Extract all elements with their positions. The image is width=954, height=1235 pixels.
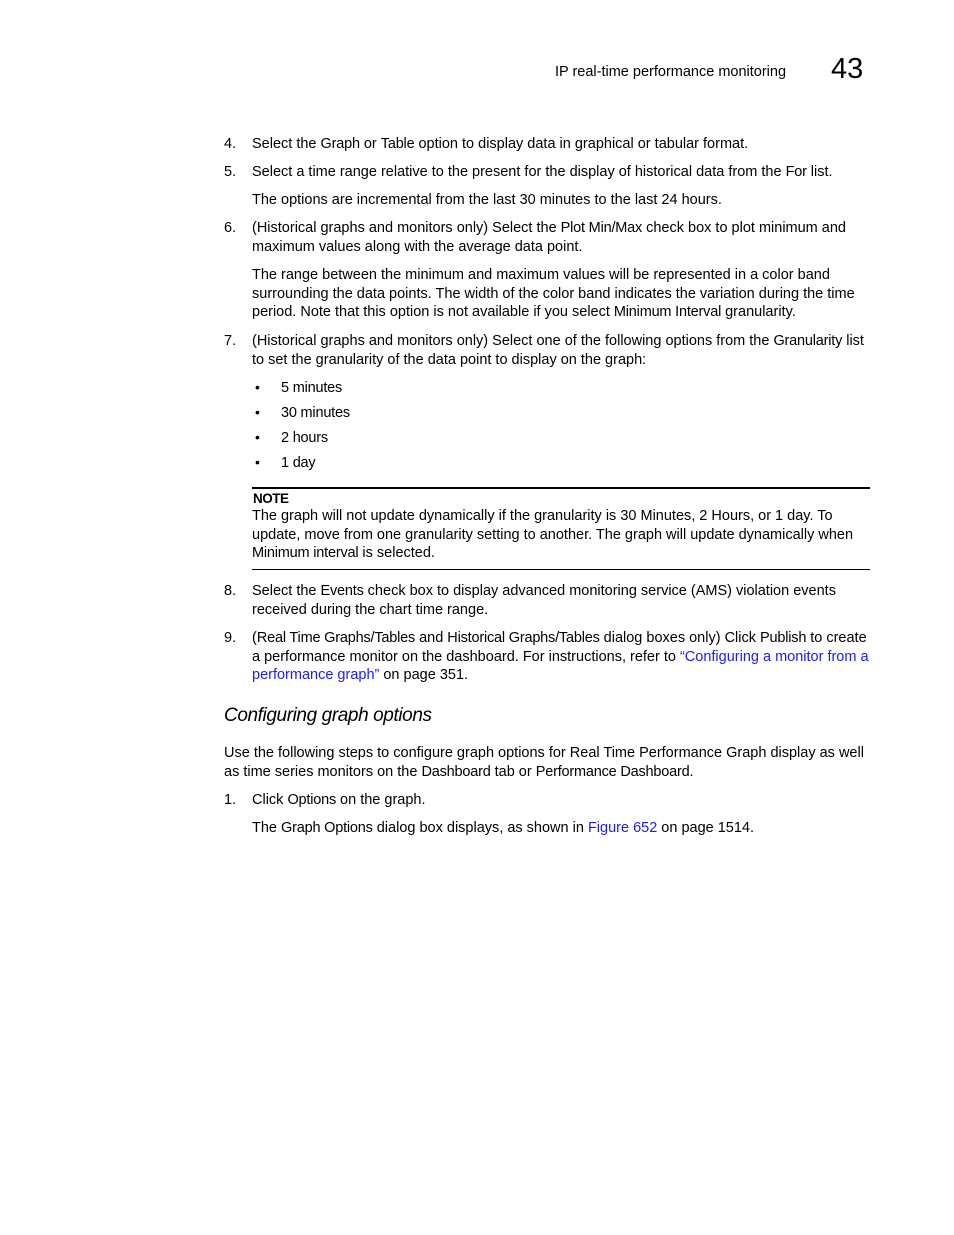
ui-term: For <box>785 164 807 180</box>
running-header: IP real-time performance monitoring <box>555 64 787 80</box>
cross-reference-link[interactable]: “Configuring a monitor from a performance graph” <box>252 648 869 684</box>
step-4 <box>252 135 872 154</box>
text: list to set the granularity of the data point to display on the graph: <box>252 333 864 368</box>
list-item: 2 hours <box>281 430 328 446</box>
step-5 <box>252 163 872 182</box>
text: Use the following steps to configure graph options for Real Time Performance Graph display as well as time series monitors on the <box>224 745 864 780</box>
text: dialog box displays, as shown in <box>372 820 588 836</box>
note-label: NOTE <box>253 491 289 506</box>
bullet: • <box>255 454 260 470</box>
text: on page 1514. <box>657 820 755 836</box>
step-6 <box>252 219 872 256</box>
section-heading: Configuring graph options <box>224 705 432 726</box>
step-7 <box>252 332 872 369</box>
text: Click <box>252 792 288 808</box>
text: on page 351. <box>379 667 469 684</box>
text: check box to plot minimum and maximum values along with the average data point. <box>252 220 846 255</box>
ui-term: Minimum Interval <box>613 304 722 321</box>
text: on the graph. <box>336 792 426 808</box>
text: Select the <box>252 136 321 152</box>
text: is selected. <box>358 545 435 562</box>
text: Select the <box>252 583 321 599</box>
bullet: • <box>255 379 260 395</box>
ui-term: Events <box>320 583 364 599</box>
note-text <box>252 507 872 563</box>
ui-term: Granularity <box>773 333 843 349</box>
ui-term: Dashboard <box>421 763 491 780</box>
text: and <box>415 630 448 646</box>
text: (Historical graphs and monitors only) Select one of the following options from the <box>252 333 774 349</box>
ui-term: Graph Options <box>281 820 373 836</box>
section-intro <box>224 744 872 781</box>
ui-term: Plot Min/Max <box>560 220 643 236</box>
ui-term: Table <box>380 136 415 152</box>
ui-term: Historical Graphs/Tables <box>447 630 600 646</box>
ui-term: Performance Dashboard <box>535 763 690 780</box>
step-8 <box>252 582 872 619</box>
text: . <box>689 763 694 780</box>
ui-term: Publish <box>760 630 807 646</box>
text: ( <box>252 630 257 646</box>
text: to create a performance monitor on the dashboard. For instructions, refer to <box>252 630 867 665</box>
step-number: 4. <box>224 136 237 152</box>
list-item: 5 minutes <box>281 380 343 396</box>
text: Select a time range relative to the present for the display of historical data from the <box>252 164 786 180</box>
section-step-1-para <box>252 819 872 838</box>
step-number: 6. <box>224 220 237 236</box>
chapter-number: 43 <box>831 53 864 85</box>
text: The <box>252 820 282 836</box>
step-number: 5. <box>224 164 237 180</box>
text: dialog boxes only) Click <box>599 630 761 646</box>
ui-term: Real Time Graphs/Tables <box>256 630 416 646</box>
ui-term: Graph <box>320 136 360 152</box>
note-bottom-rule <box>252 569 870 570</box>
text: The graph will not update dynamically if the granularity is 30 Minutes, 2 Hours, or 1 day. To update, move from one granularity setting to another. The graph will update dynamically when <box>252 508 854 543</box>
step-5-para: The options are incremental from the last 30 minutes to the last 24 hours. <box>252 192 722 208</box>
text: granularity. <box>721 304 796 321</box>
ui-term: Minimum interval <box>252 545 359 562</box>
ui-term: Options <box>287 792 337 808</box>
text: tab or <box>490 763 536 780</box>
step-number: 7. <box>224 333 237 349</box>
bullet: • <box>255 429 260 445</box>
list-item: 1 day <box>281 455 316 471</box>
figure-link[interactable]: Figure 652 <box>587 820 658 836</box>
text: option to display data in graphical or tabular format. <box>414 136 749 152</box>
step-6-para <box>252 266 872 322</box>
text: list. <box>806 164 833 180</box>
list-item: 30 minutes <box>281 405 350 421</box>
note-top-rule <box>252 487 870 489</box>
text: The range between the minimum and maximum values will be represented in a color band surrounding the data points. The width of the color band indicates the variation during the time period. Note that this option is not available if you select <box>252 267 855 321</box>
text: (Historical graphs and monitors only) Select the <box>252 220 561 236</box>
step-number: 9. <box>224 630 237 646</box>
bullet: • <box>255 404 260 420</box>
section-step-1 <box>252 791 872 810</box>
text: check box to display advanced monitoring service (AMS) violation events received during the chart time range. <box>252 583 836 618</box>
step-number: 1. <box>224 792 237 808</box>
step-9 <box>252 629 872 685</box>
text: or <box>359 136 381 152</box>
step-number: 8. <box>224 583 237 599</box>
